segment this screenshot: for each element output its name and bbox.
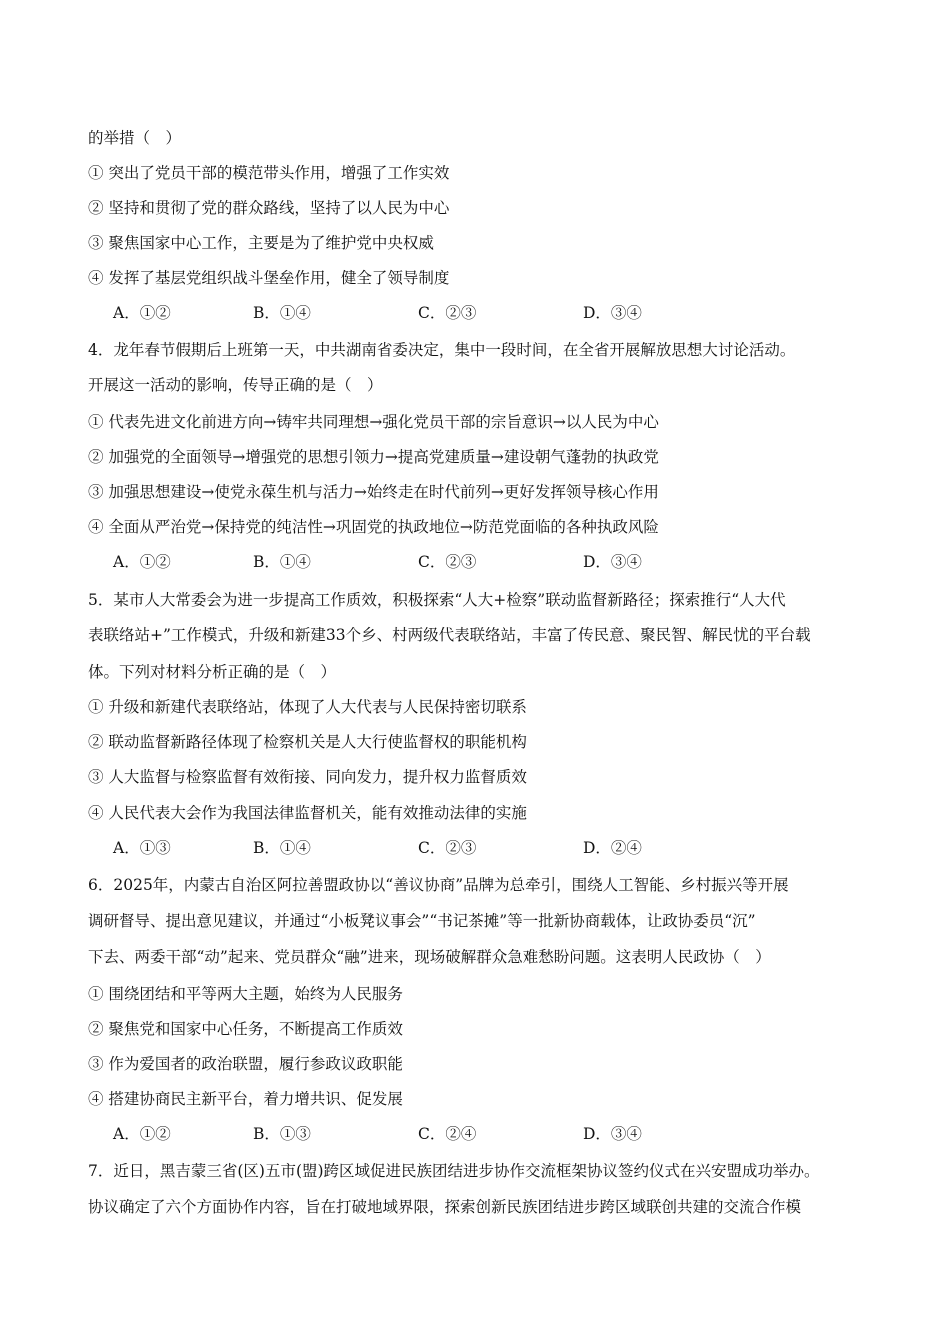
q6-option-a[interactable]: A．①② [113, 1125, 171, 1143]
q6-option-c[interactable]: C．②④ [418, 1125, 477, 1143]
q5-option-d[interactable]: D．②④ [583, 839, 642, 857]
q3-option-a[interactable]: A．①② [113, 304, 171, 322]
q6-option-b[interactable]: B．①③ [253, 1125, 311, 1143]
q6-statement-1: ① 围绕团结和平等两大主题，始终为人民服务 [88, 985, 403, 1003]
q4-options [113, 552, 813, 572]
q5-statement-2: ② 联动监督新路径体现了检察机关是人大行使监督权的职能机构 [88, 733, 527, 751]
q6-stem-line-1: 6．2025年，内蒙古自治区阿拉善盟政协以“善议协商”品牌为总牵引，围绕人工智能、乡村振兴等开展 [88, 876, 789, 894]
q3-options [113, 303, 813, 323]
q4-option-b[interactable]: B．①④ [253, 553, 311, 571]
q5-statement-4: ④ 人民代表大会作为我国法律监督机关，能有效推动法律的实施 [88, 804, 527, 822]
q7-stem-line-2: 协议确定了六个方面协作内容，旨在打破地域界限，探索创新民族团结进步跨区域联创共建的交流合作模 [88, 1198, 802, 1216]
q6-option-d[interactable]: D．③④ [583, 1125, 642, 1143]
q3-statement-3: ③ 聚焦国家中心工作，主要是为了维护党中央权威 [88, 234, 434, 252]
q5-statement-3: ③ 人大监督与检察监督有效衔接、同向发力，提升权力监督质效 [88, 768, 527, 786]
q3-stem-tail: 的举措（ ） [88, 129, 182, 147]
q6-stem-line-3: 下去、两委干部“动”起来、党员群众“融”进来，现场破解群众急难愁盼问题。这表明人民政协（ ） [88, 948, 771, 966]
q4-statement-1: ① 代表先进文化前进方向→铸牢共同理想→强化党员干部的宗旨意识→以人民为中心 [88, 413, 659, 431]
q4-statement-3: ③ 加强思想建设→使党永葆生机与活力→始终走在时代前列→更好发挥领导核心作用 [88, 483, 659, 501]
q3-statement-4: ④ 发挥了基层党组织战斗堡垒作用，健全了领导制度 [88, 269, 450, 287]
q4-statement-4: ④ 全面从严治党→保持党的纯洁性→巩固党的执政地位→防范党面临的各种执政风险 [88, 518, 659, 536]
q6-statement-2: ② 聚焦党和国家中心任务，不断提高工作质效 [88, 1020, 403, 1038]
q6-statement-4: ④ 搭建协商民主新平台，着力增共识、促发展 [88, 1090, 403, 1108]
q5-stem-line-2: 表联络站+”工作模式，升级和新建33个乡、村两级代表联络站，丰富了传民意、聚民智、解民忧的平台载 [88, 626, 811, 644]
q7-stem-line-1: 7．近日，黑吉蒙三省(区)五市(盟)跨区域促进民族团结进步协作交流框架协议签约仪式在兴安盟成功举办。 [88, 1162, 820, 1180]
q5-option-c[interactable]: C．②③ [418, 839, 477, 857]
q5-statement-1: ① 升级和新建代表联络站，体现了人大代表与人民保持密切联系 [88, 698, 527, 716]
q4-stem-line-1: 4．龙年春节假期后上班第一天，中共湖南省委决定，集中一段时间，在全省开展解放思想大讨论活动。 [88, 341, 796, 359]
q3-statement-1: ① 突出了党员干部的模范带头作用，增强了工作实效 [88, 164, 450, 182]
q6-statement-3: ③ 作为爱国者的政治联盟，履行参政议政职能 [88, 1055, 403, 1073]
q6-stem-line-2: 调研督导、提出意见建议，并通过“小板凳议事会”“书记茶摊”等一批新协商载体，让政协委员“沉” [88, 912, 756, 930]
q3-option-c[interactable]: C．②③ [418, 304, 477, 322]
q5-stem-line-3: 体。下列对材料分析正确的是（ ） [88, 663, 337, 681]
q5-option-a[interactable]: A．①③ [113, 839, 171, 857]
q4-option-d[interactable]: D．③④ [583, 553, 642, 571]
q5-option-b[interactable]: B．①④ [253, 839, 311, 857]
q3-option-d[interactable]: D．③④ [583, 304, 642, 322]
q4-option-c[interactable]: C．②③ [418, 553, 477, 571]
q3-option-b[interactable]: B．①④ [253, 304, 311, 322]
q5-stem-line-1: 5．某市人大常委会为进一步提高工作质效，积极探索“人大+检察”联动监督新路径；探索推行“人大代 [88, 591, 786, 609]
q5-options [113, 838, 813, 858]
q4-stem-line-2: 开展这一活动的影响，传导正确的是（ ） [88, 376, 383, 394]
q6-options [113, 1124, 813, 1144]
q3-statement-2: ② 坚持和贯彻了党的群众路线，坚持了以人民为中心 [88, 199, 450, 217]
q4-option-a[interactable]: A．①② [113, 553, 171, 571]
q4-statement-2: ② 加强党的全面领导→增强党的思想引领力→提高党建质量→建设朝气蓬勃的执政党 [88, 448, 659, 466]
